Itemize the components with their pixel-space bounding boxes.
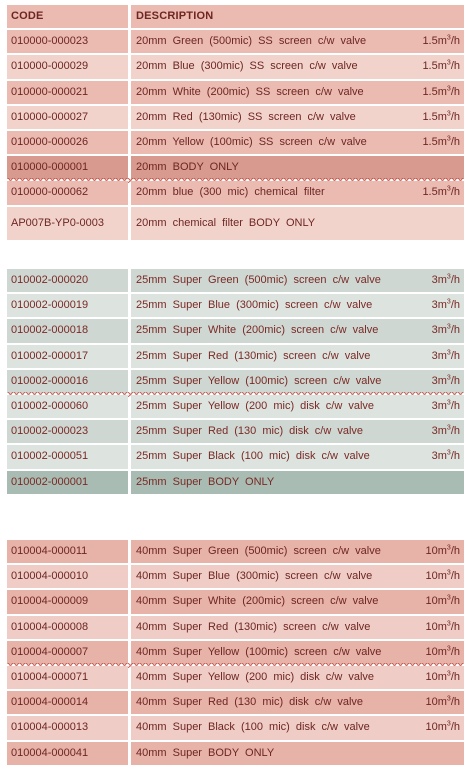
product-description: 20mm blue (300 mic) chemical filter	[136, 186, 325, 199]
product-description-cell	[131, 445, 464, 468]
product-description: 20mm Green (500mic) SS screen c/w valve	[136, 35, 367, 48]
header-description: DESCRIPTION	[131, 5, 464, 28]
product-description: 20mm White (200mic) SS screen c/w valve	[136, 85, 364, 98]
product-description-cell	[131, 540, 464, 563]
product-description-cell	[131, 565, 464, 588]
flow-rate: $1.5m^3/h$	[422, 59, 460, 73]
flow-rate: $10m^3/h$	[425, 594, 460, 608]
product-code: 010004-000009	[7, 590, 128, 613]
table-row	[7, 419, 464, 444]
product-description-cell	[131, 641, 464, 664]
table-row	[7, 318, 464, 343]
product-description: 40mm Super Yellow (200 mic) disk c/w valve	[136, 671, 375, 684]
product-description: 25mm Super Green (500mic) screen c/w valve	[136, 274, 381, 287]
product-code: 010000-000023	[7, 30, 128, 53]
product-code: 010002-000017	[7, 345, 128, 368]
product-description-cell	[131, 471, 464, 494]
product-code: 010000-000029	[7, 55, 128, 78]
flow-rate: $3m^3/h$	[431, 349, 460, 362]
product-description: 40mm Super Green (500mic) screen c/w valve	[136, 545, 381, 558]
flow-rate: $10m^3/h$	[425, 569, 460, 583]
product-description-cell	[131, 81, 464, 104]
table-row	[7, 640, 464, 665]
flow-rate: $1.5m^3/h$	[422, 185, 460, 199]
product-code: 010002-000020	[7, 269, 128, 292]
flow-rate: $1.5m^3/h$	[422, 34, 460, 48]
table-section-25mm	[7, 268, 464, 495]
table-row	[7, 539, 464, 564]
flow-rate: $3m^3/h$	[431, 273, 460, 287]
product-description-cell	[131, 181, 464, 204]
flow-rate: $3m^3/h$	[431, 399, 460, 413]
product-description: 20mm BODY ONLY	[136, 161, 239, 174]
product-code: 010000-000062	[7, 181, 128, 204]
table-row	[7, 470, 464, 495]
flow-rate: $10m^3/h$	[425, 670, 460, 684]
product-description: 25mm Super White (200mic) screen c/w valve	[136, 324, 379, 337]
product-code: 010002-000018	[7, 319, 128, 342]
product-description: 40mm Super Black (100 mic) disk c/w valve	[136, 721, 370, 734]
product-code: 010002-000001	[7, 471, 128, 494]
product-code: 010004-000071	[7, 666, 128, 689]
flow-rate: $10m^3/h$	[425, 620, 460, 633]
product-description: 25mm Super Yellow (200 mic) disk c/w valve	[136, 400, 375, 413]
product-description-cell	[131, 294, 464, 317]
table-row	[7, 715, 464, 740]
product-code: 010000-000027	[7, 106, 128, 129]
flow-rate: $1.5m^3/h$	[422, 85, 460, 98]
product-description-cell	[131, 156, 464, 179]
table-row	[7, 293, 464, 318]
flow-rate: $3m^3/h$	[431, 374, 460, 387]
product-description-cell	[131, 106, 464, 129]
table-row	[7, 130, 464, 155]
table-row	[7, 29, 464, 54]
product-description-cell	[131, 370, 464, 393]
flow-rate: $10m^3/h$	[425, 544, 460, 558]
product-description-cell	[131, 131, 464, 154]
table-row	[7, 369, 464, 394]
table-row	[7, 564, 464, 589]
product-code: 010004-000013	[7, 716, 128, 739]
table-row	[7, 206, 464, 241]
product-description-cell	[131, 55, 464, 78]
table-row	[7, 105, 464, 130]
product-description: 40mm Super White (200mic) screen c/w valve	[136, 595, 379, 608]
product-code: 010000-000021	[7, 81, 128, 104]
product-description-cell	[131, 345, 464, 368]
table-row	[7, 444, 464, 469]
table-row	[7, 268, 464, 293]
flow-rate: $3m^3/h$	[431, 449, 460, 463]
table-row	[7, 741, 464, 766]
flow-rate: $10m^3/h$	[425, 720, 460, 734]
product-description-cell	[131, 691, 464, 714]
flow-rate: $1.5m^3/h$	[422, 110, 460, 123]
product-code: 010004-000008	[7, 616, 128, 639]
product-description: 20mm Yellow (100mic) SS screen c/w valve	[136, 136, 367, 149]
table-row	[7, 690, 464, 715]
product-description-cell	[131, 319, 464, 342]
flow-rate: $3m^3/h$	[431, 298, 460, 312]
product-code: 010004-000011	[7, 540, 128, 563]
flow-rate: $1.5m^3/h$	[422, 135, 460, 149]
table-row	[7, 615, 464, 640]
table-section-20mm	[7, 4, 464, 241]
product-description-cell	[131, 30, 464, 53]
product-description: 40mm Super Yellow (100mic) screen c/w valve	[136, 645, 382, 658]
table-row	[7, 394, 464, 419]
product-code: 010004-000014	[7, 691, 128, 714]
flow-rate: $10m^3/h$	[425, 695, 460, 709]
product-code: 010002-000016	[7, 370, 128, 393]
table-row	[7, 80, 464, 105]
product-code: 010002-000051	[7, 445, 128, 468]
product-description: 20mm Red (130mic) SS screen c/w valve	[136, 110, 356, 123]
product-description: 25mm Super Black (100 mic) disk c/w valve	[136, 450, 370, 463]
product-description-cell	[131, 666, 464, 689]
product-code: AP007B-YP0-0003	[7, 207, 128, 240]
product-code: 010004-000010	[7, 565, 128, 588]
product-code: 010004-000007	[7, 641, 128, 664]
product-code: 010002-000023	[7, 420, 128, 443]
product-description-cell	[131, 207, 464, 240]
product-description-cell	[131, 395, 464, 418]
flow-rate: $10m^3/h$	[425, 645, 460, 658]
product-description: 40mm Super Red (130 mic) disk c/w valve	[136, 696, 364, 709]
product-description-cell	[131, 420, 464, 443]
product-code: 010000-000001	[7, 156, 128, 179]
product-description: 20mm Blue (300mic) SS screen c/w valve	[136, 60, 358, 73]
product-description: 40mm Super Red (130mic) screen c/w valve	[136, 620, 371, 633]
product-description: 25mm Super Red (130 mic) disk c/w valve	[136, 425, 364, 438]
product-description-cell	[131, 590, 464, 613]
table-row	[7, 180, 464, 205]
product-description: 40mm Super BODY ONLY	[136, 746, 275, 759]
product-description: 25mm Super Red (130mic) screen c/w valve	[136, 349, 371, 362]
table-header	[7, 4, 464, 29]
product-description-cell	[131, 269, 464, 292]
table-row	[7, 155, 464, 180]
flow-rate: $3m^3/h$	[431, 424, 460, 438]
product-description-cell	[131, 742, 464, 765]
product-description-cell	[131, 716, 464, 739]
product-description: 25mm Super Blue (300mic) screen c/w valve	[136, 299, 373, 312]
product-description: 20mm chemical filter BODY ONLY	[136, 216, 316, 229]
product-code: 010004-000041	[7, 742, 128, 765]
product-description: 25mm Super BODY ONLY	[136, 475, 275, 488]
table-row	[7, 54, 464, 79]
header-code: CODE	[7, 5, 128, 28]
product-description: 40mm Super Blue (300mic) screen c/w valve	[136, 570, 373, 583]
product-code: 010000-000026	[7, 131, 128, 154]
table-section-40mm	[7, 539, 464, 766]
flow-rate: $3m^3/h$	[431, 323, 460, 337]
product-description: 25mm Super Yellow (100mic) screen c/w valve	[136, 374, 382, 387]
product-code: 010002-000019	[7, 294, 128, 317]
table-row	[7, 589, 464, 614]
product-description-cell	[131, 616, 464, 639]
table-row	[7, 665, 464, 690]
product-code: 010002-000060	[7, 395, 128, 418]
table-row	[7, 344, 464, 369]
